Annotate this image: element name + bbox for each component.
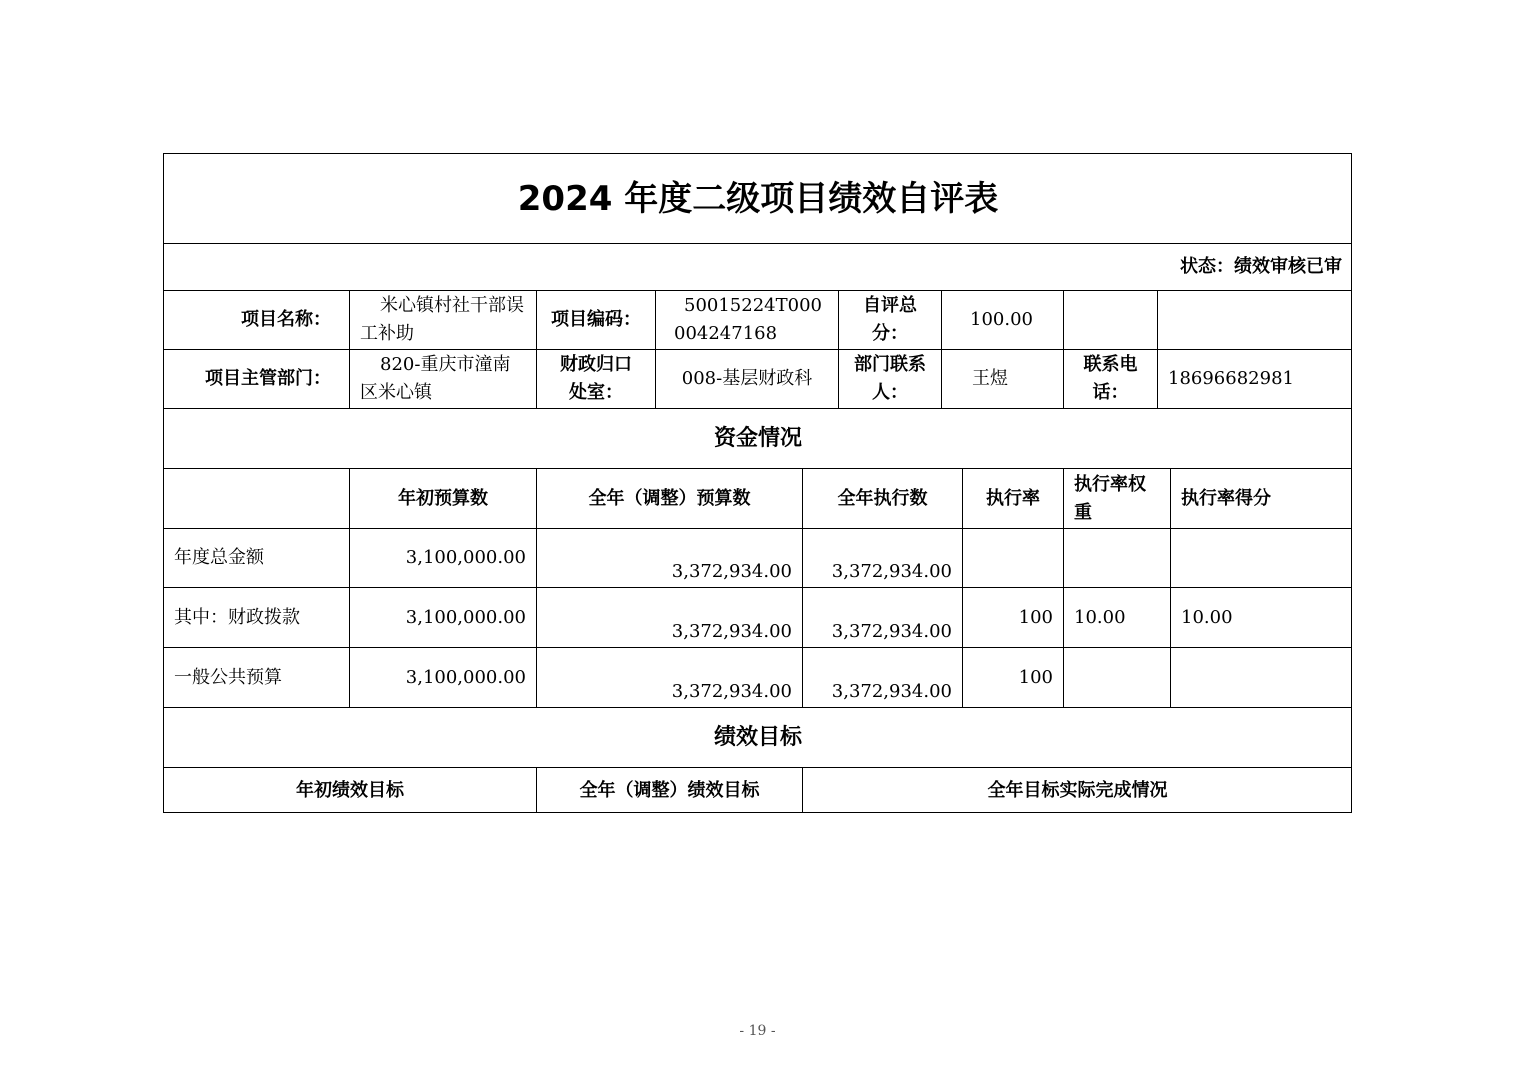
funds-header-blank [163, 468, 349, 528]
funds-header-rate: 执行率 [962, 468, 1063, 528]
funds-row-executed: 3,372,934.00 [802, 647, 962, 707]
funds-row-executed: 3,372,934.00 [802, 587, 962, 647]
funds-row-score [1170, 528, 1352, 587]
empty-cell [1063, 290, 1157, 349]
form-title: 2024 年度二级项目绩效自评表 [163, 153, 1352, 243]
funds-row-weight [1063, 647, 1170, 707]
score-label: 自评总分： [838, 290, 941, 349]
funds-row-executed: 3,372,934.00 [802, 528, 962, 587]
funds-row-initial: 3,100,000.00 [349, 528, 536, 587]
funds-header-score: 执行率得分 [1170, 468, 1352, 528]
goals-header-actual: 全年目标实际完成情况 [802, 767, 1352, 813]
funds-row-rate [962, 528, 1063, 587]
finance-office-value: 008-基层财政科 [655, 349, 838, 408]
project-code-label: 项目编码： [536, 290, 655, 349]
funds-row-initial: 3,100,000.00 [349, 647, 536, 707]
funds-header-executed: 全年执行数 [802, 468, 962, 528]
dept-label: 项目主管部门： [163, 349, 349, 408]
funds-row-rate: 100 [962, 587, 1063, 647]
score-value: 100.00 [941, 290, 1063, 349]
funds-row-rate: 100 [962, 647, 1063, 707]
funds-row-initial: 3,100,000.00 [349, 587, 536, 647]
funds-row-score [1170, 647, 1352, 707]
project-code-value: 50015224T000004247168 [655, 290, 838, 349]
self-evaluation-form [163, 153, 1352, 813]
project-name-label: 项目名称： [163, 290, 349, 349]
goals-header-adjusted: 全年（调整）绩效目标 [536, 767, 802, 813]
funds-row-adjusted: 3,372,934.00 [536, 587, 802, 647]
phone-value: 18696682981 [1157, 349, 1352, 408]
funds-header-adjusted: 全年（调整）预算数 [536, 468, 802, 528]
funds-section-title: 资金情况 [163, 408, 1352, 468]
phone-label: 联系电话： [1063, 349, 1157, 408]
funds-row-score: 10.00 [1170, 587, 1352, 647]
empty-cell [1157, 290, 1352, 349]
funds-row-label: 年度总金额 [163, 528, 349, 587]
page-number: - 19 - [739, 1023, 776, 1039]
funds-row-label: 一般公共预算 [163, 647, 349, 707]
finance-office-label: 财政归口处室： [536, 349, 655, 408]
funds-row-adjusted: 3,372,934.00 [536, 647, 802, 707]
goals-header-initial: 年初绩效目标 [163, 767, 536, 813]
contact-value: 王煜 [941, 349, 1063, 408]
funds-row-weight [1063, 528, 1170, 587]
status-text: 状态：绩效审核已审 [163, 243, 1352, 290]
project-name-value: 米心镇村社干部误工补助 [349, 290, 536, 349]
funds-row-adjusted: 3,372,934.00 [536, 528, 802, 587]
dept-value: 820-重庆市潼南区米心镇 [349, 349, 536, 408]
funds-row-label: 其中：财政拨款 [163, 587, 349, 647]
funds-header-initial: 年初预算数 [349, 468, 536, 528]
contact-label: 部门联系人： [838, 349, 941, 408]
funds-header-weight: 执行率权重 [1063, 468, 1170, 528]
goals-section-title: 绩效目标 [163, 707, 1352, 767]
funds-row-weight: 10.00 [1063, 587, 1170, 647]
